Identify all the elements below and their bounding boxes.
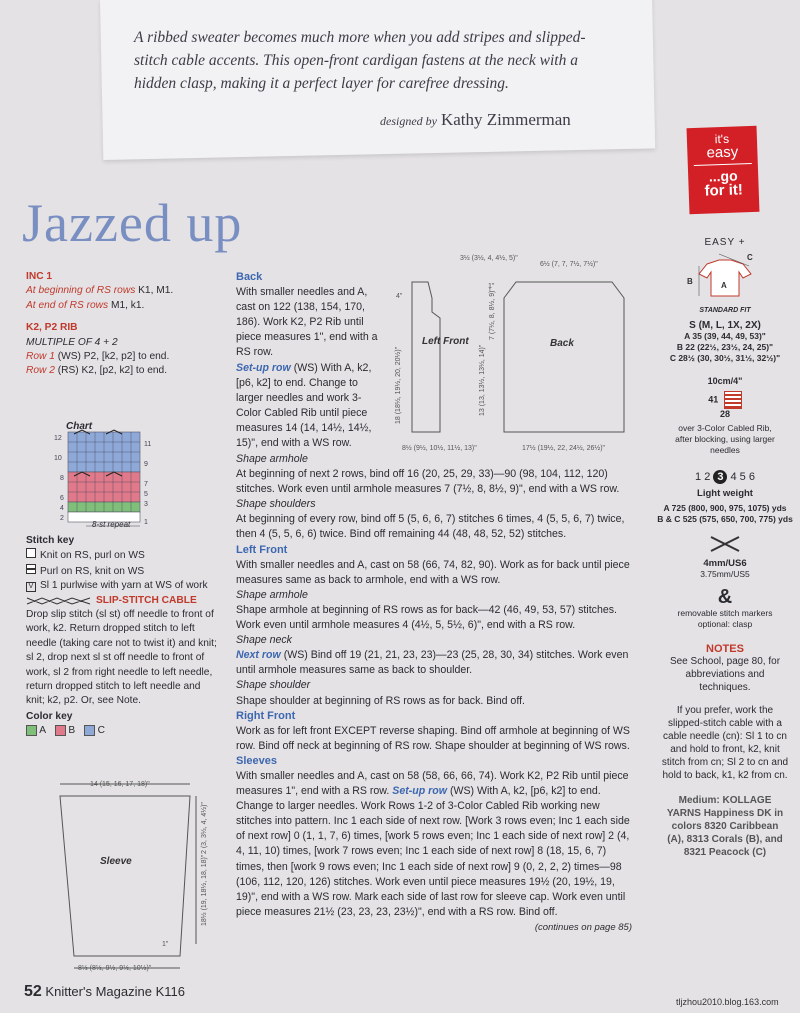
inc1-rs-text: K1, M1. <box>138 285 174 297</box>
sleeve-outline <box>60 796 190 956</box>
svg-text:5: 5 <box>144 491 148 498</box>
gauge-sts: 28 <box>719 409 730 419</box>
back-armhole-text: At beginning of next 2 rows, bind off 16 (20, 25, 29, 33)—90 (98, 104, 112, 120) stitches. Work even until armhole measures 7 (7½, 8, 8½, 9)", end with a WS row. <box>236 468 620 496</box>
yardage-bc: B & C 525 (575, 650, 700, 775) yds <box>657 514 793 524</box>
sleeves-text: With smaller needles and A, cast on 58 (58, 66, 66, 74). Work K2, P2 Rib until piece measures 1", end with a RS row. Set-up row (WS) With A, k2, [p6, k2] to end. Change to larger needles. Work Rows 1-2 of 3-Color Cabled Rib working new stitches into pattern. Inc 1 each side of next row. [Work 3 rows even; Inc 1 each side of next row] 0 (1, 1, 7, 6) times, [work 5 rows even; Inc 1 each side of next row] 2 (4, 4, 11, 10) times, [work 7 rows even; Inc 1 each side of next row] 8 (18, 15, 6, 7) times, then [work 9 rows even; Inc 1 each side of next row] 9 (0, 2, 2, 2) times—98 (106, 112, 120, 126) stitches. Work even until piece measures 19½ (20, 19½, 19, 19)", end with a WS row. Mark each side of last row for sleeve cap. Work even until piece measures 21½ (23, 23, 23, 23½)", end with a RS row. Bind off. <box>236 769 630 918</box>
front-width-label: 8½ (9½, 10½, 11½, 13)" <box>402 445 477 452</box>
sleeve-cap-label: 2 (3, 3½, 4, 4½)" <box>201 802 208 854</box>
row1 <box>26 350 218 364</box>
stitch-key <box>26 534 218 739</box>
sleeve-one-inch: 1" <box>162 941 169 948</box>
svg-text:8: 8 <box>60 475 64 482</box>
svg-text:12: 12 <box>54 435 62 442</box>
svg-text:7: 7 <box>144 481 148 488</box>
cable-icon <box>26 596 92 604</box>
back-title: Back <box>236 271 263 283</box>
side-length-label: 13 (13, 13½, 13½, 14)" <box>479 344 486 416</box>
row1-label: Row 1 <box>26 351 55 363</box>
badge-line2: easy <box>706 143 739 162</box>
designer-name: Kathy Zimmerman <box>440 110 571 129</box>
neck-depth-label: 4" <box>396 293 403 300</box>
footer <box>24 983 185 1001</box>
gauge-swatch-icon <box>724 391 742 409</box>
stitch-key-title: Stitch key <box>26 535 75 546</box>
back-label: Back <box>550 338 574 349</box>
notes-title: NOTES <box>706 643 744 655</box>
needles-icon <box>705 533 745 555</box>
designed-by-label: designed by <box>380 114 437 128</box>
back-shoulders-text: At beginning of every row, bind off 5 (5, 6, 6, 7) stitches 6 times, 4 (5, 5, 6, 7) twice, then 4 (5, 5, 6, 6) twice. Bind off remaining 44 (48, 48, 52, 52) stitches. <box>236 513 625 541</box>
left-column <box>26 270 218 379</box>
color-key-title: Color key <box>26 710 73 722</box>
badge-line4: for it! <box>704 181 744 200</box>
shoulder-width-label: 6½ (7, 7, 7½, 7½)" <box>540 261 598 268</box>
body-schematic <box>392 252 646 462</box>
row2-text: (RS) K2, [p2, k2] to end. <box>57 365 168 377</box>
weight-label: Light weight <box>697 488 753 499</box>
chart-title: Chart <box>66 421 93 432</box>
weight-2: 2 <box>704 471 711 483</box>
diag-b: B <box>687 277 693 286</box>
key-slip-swatch: V <box>26 582 36 592</box>
gauge-rows: 41 <box>708 394 719 405</box>
continues-note: (continues on page 85) <box>534 921 632 933</box>
issue: K116 <box>155 984 185 999</box>
svg-text:6: 6 <box>60 495 64 502</box>
sleeve-length-label: 18½ (19, 18½, 18, 18)" <box>201 854 208 926</box>
needle-size-2: 3.75mm/US5 <box>700 569 750 579</box>
back-section <box>236 270 386 451</box>
meas-a: A 35 (39, 44, 49, 53)" <box>684 331 766 341</box>
gauge-text: over 3-Color Cabled Rib, after blocking, using larger needles <box>675 423 775 455</box>
yarn-info: Medium: KOLLAGE YARNS Happiness DK in colors 8320 Caribbean (A), 8313 Corals (B), and 8321 Peacock (C) <box>666 795 784 858</box>
weight-1: 1 <box>695 471 702 483</box>
sleeve-schematic <box>30 776 226 976</box>
inc1-end-label: At end of RS rows <box>26 299 109 311</box>
needle-size: 4mm/US6 <box>703 558 747 569</box>
row2 <box>26 364 218 378</box>
color-a-swatch <box>26 725 37 736</box>
armhole-depth-label: 7 (7½, 8, 8½, 9)" <box>489 288 496 340</box>
fit-diagram <box>685 252 765 302</box>
back-width-label: 17½ (19½, 22, 24½, 26½)" <box>522 445 606 452</box>
left-front-label: Left Front <box>422 336 469 347</box>
meas-c: C 28½ (30, 30½, 31½, 32½)" <box>669 353 781 363</box>
color-c-swatch <box>84 725 95 736</box>
left-front-title: Left Front <box>236 543 288 556</box>
easy-badge <box>687 126 760 214</box>
left-front-neck-title: Shape neck <box>236 634 292 647</box>
fit-label: STANDARD FIT <box>699 307 751 314</box>
diag-c: C <box>747 253 753 262</box>
cable-text: Drop slip stitch (sl st) off needle to front of work, k2. Return dropped stitch to left needle (taking care not to twist it) and knit; sl 2, drop next sl st off needle to front of work, sl 2 from right needle to left needle, return dropped stitch to left needle and knit; k2, p2. Or, see Note. <box>26 609 217 707</box>
intro-text: A ribbed sweater becomes much more when you add stripes and slipped-stitch cable accents. This open-front cardigan fastens at the neck with a hidden clasp, making it a perfect layer for carefree dressing. <box>134 29 586 92</box>
weight-6: 6 <box>748 471 755 483</box>
back-shaping <box>236 452 632 935</box>
watermark: tljzhou2010.blog.163.com <box>676 997 779 1007</box>
sleeve-bottom-label: 8½ (8½, 9½, 9½, 10½)" <box>78 965 152 972</box>
page-number: 52 <box>24 983 42 1000</box>
back-p1: With smaller needles and A, cast on 122 (138, 154, 170, 186). Work K2, P2 Rib until piece measures 1", end with a RS row. <box>236 286 378 359</box>
rib-multiple: MULTIPLE OF 4 + 2 <box>26 336 118 348</box>
weight-scale <box>650 470 800 484</box>
inc1-end-text: M1, k1. <box>110 299 145 311</box>
inc1-rs <box>26 284 218 298</box>
stitch-chart <box>52 426 162 530</box>
badge-line3: ...go <box>708 167 738 185</box>
svg-text:4: 4 <box>60 505 64 512</box>
weight-4: 4 <box>730 471 737 483</box>
gauge: 10cm/4" <box>707 376 743 386</box>
weight-3: 3 <box>713 470 727 484</box>
left-front-outline <box>412 282 440 432</box>
yardage-a: A 725 (800, 900, 975, 1075) yds <box>663 503 787 513</box>
notions-icon: & <box>717 586 733 608</box>
neck-width-label: 3½ (3½, 4, 4½, 5)" <box>460 255 518 262</box>
left-front-armhole-title: Shape armhole <box>236 588 308 601</box>
cable-def <box>26 594 218 709</box>
gauge-swatch-row <box>650 391 800 409</box>
svg-text:3: 3 <box>144 501 148 508</box>
sidebar <box>650 237 800 859</box>
left-front-p1: With smaller needles and A, cast on 58 (66, 74, 82, 90). Work as for back until piece measures same as back to armhole, end with a WS row. <box>236 558 630 586</box>
right-front-title: Right Front <box>236 709 296 722</box>
rib-title: K2, P2 RIB <box>26 322 78 334</box>
sleeve-label: Sleeve <box>100 856 132 867</box>
back-shoulders-title: Shape shoulders <box>236 498 316 511</box>
right-front-text: Work as for left front EXCEPT reverse shaping. Bind off armhole at beginning of WS row. Bind off neck at beginning of RS row. Shape shoulder at beginning of WS rows. <box>236 724 630 752</box>
key-knit-swatch <box>26 548 36 558</box>
left-front-shoulder-title: Shape shoulder <box>236 679 311 692</box>
weight-5: 5 <box>739 471 746 483</box>
left-front-armhole-text: Shape armhole at beginning of RS rows as for back—42 (46, 49, 53, 57) stitches. Work even until armhole measures 4 (4½, 5, 5½, 6)", end with a RS row. <box>236 603 617 632</box>
color-key: A B C <box>26 724 218 738</box>
svg-text:9: 9 <box>144 461 148 468</box>
key-slip: V Sl 1 purlwise with yarn at WS of work <box>26 579 218 593</box>
back-armhole-title: Shape armhole <box>236 453 308 465</box>
row2-label: Row 2 <box>26 365 55 377</box>
row1-text: (WS) P2, [k2, p2] to end. <box>57 351 170 363</box>
key-purl: Purl on RS, knit on WS <box>26 564 218 579</box>
back-outline <box>504 282 624 432</box>
notes-1: See School, page 80, for abbreviations and techniques. <box>669 656 781 693</box>
repeat-label: 8-st repeat <box>92 520 131 529</box>
notions-text: removable stitch markers optional: clasp <box>677 608 773 629</box>
left-front-neck: Next row (WS) Bind off 19 (21, 21, 23, 23)—23 (25, 28, 30, 34) stitches. Work even until armhole measures same as back to shoulder. <box>236 649 629 677</box>
key-purl-swatch <box>26 564 36 574</box>
back-setup: Set-up row (WS) With A, k2, [p6, k2] to end. Change to larger needles and work 3-Color Cabled Rib until piece measures 14 (14, 14½, 14½, 15)", end with a WS row. <box>236 361 372 450</box>
cable-title: SLIP-STITCH CABLE <box>96 594 197 606</box>
svg-text:1: 1 <box>144 519 148 526</box>
magazine-name: Knitter's Magazine <box>45 984 152 999</box>
inc1-title: INC 1 <box>26 271 53 282</box>
sleeve-top-label: 14 (15, 16, 17, 18)" <box>90 781 150 788</box>
badge-line1: it's <box>714 131 730 147</box>
sizes: S (M, L, 1X, 2X) <box>689 320 761 331</box>
inc1-end <box>26 299 218 313</box>
body-one-inch: 1" <box>488 283 495 290</box>
svg-text:10: 10 <box>54 455 62 462</box>
designer-credit <box>380 110 571 130</box>
diag-a: A <box>721 281 727 290</box>
page-title: Jazzed up <box>22 193 243 253</box>
notes-2: If you prefer, work the slipped-stitch cable with a cable needle (cn): Sl 1 to cn and hold to front, k2, knit stitch from cn; Sl 2 to cn and hold to back, k1, k2 from cn. <box>661 705 789 781</box>
inc1-rs-label: At beginning of RS rows <box>26 285 136 297</box>
meas-b: B 22 (22½, 23½, 24, 25)" <box>676 342 774 352</box>
key-knit: Knit on RS, purl on WS <box>26 548 218 563</box>
svg-text:2: 2 <box>60 515 64 522</box>
level-label: EASY + <box>704 237 746 248</box>
color-b-swatch <box>55 725 66 736</box>
svg-text:11: 11 <box>144 441 152 448</box>
sleeves-title: Sleeves <box>236 754 277 767</box>
front-length-label: 18 (18½, 19½, 20, 20½)" <box>395 346 402 424</box>
left-front-shoulder-text: Shape shoulder at beginning of RS rows as for back. Bind off. <box>236 694 525 707</box>
